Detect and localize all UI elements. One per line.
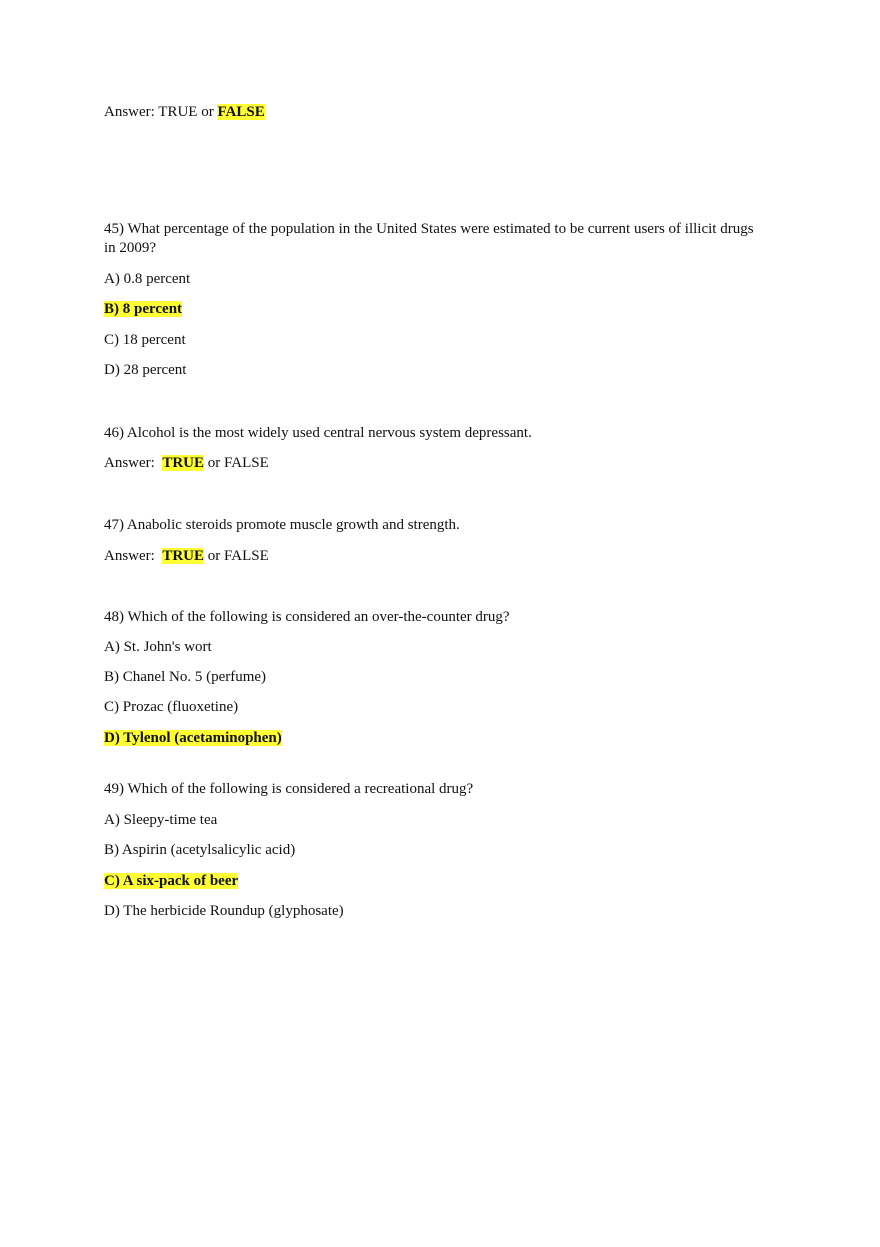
q45-question: 45) What percentage of the population in the United States were estimated to be current users of illicit drugs in 2009? (104, 221, 754, 256)
q46-answer-line (104, 454, 269, 472)
q49-option-c (104, 872, 238, 890)
q46-answer-prefix: Answer: (104, 455, 155, 471)
q45-option-b-highlight: B) 8 percent (104, 301, 183, 317)
q47-question: 47) Anabolic steroids promote muscle growth and strength. (104, 517, 460, 533)
q44-answer-highlight: FALSE (217, 104, 265, 120)
q49-question: 49) Which of the following is considered a recreational drug? (104, 781, 474, 797)
q49-option-a: A) Sleepy-time tea (104, 812, 218, 828)
q49-option-b: B) Aspirin (acetylsalicylic acid) (104, 842, 296, 858)
q44-answer-line (104, 103, 265, 121)
q46-answer-highlight: TRUE (162, 455, 205, 471)
q48-option-d (104, 729, 282, 747)
q47-answer-highlight: TRUE (162, 548, 205, 564)
q46-question: 46) Alcohol is the most widely used central nervous system depressant. (104, 425, 532, 441)
q47-answer-line (104, 547, 269, 565)
q47-answer-prefix: Answer: (104, 548, 155, 564)
q49-option-c-highlight: C) A six-pack of beer (104, 873, 239, 889)
q45-option-a: A) 0.8 percent (104, 271, 191, 287)
q45-option-c: C) 18 percent (104, 332, 186, 348)
q48-question: 48) Which of the following is considered an over-the-counter drug? (104, 609, 510, 625)
q48-option-b: B) Chanel No. 5 (perfume) (104, 669, 267, 685)
q49-option-d: D) The herbicide Roundup (glyphosate) (104, 903, 344, 919)
q45-option-b (104, 300, 182, 318)
q46-answer-suffix: or FALSE (207, 455, 269, 471)
q48-option-a: A) St. John's wort (104, 639, 212, 655)
q47-answer-suffix: or FALSE (207, 548, 269, 564)
q48-option-d-highlight: D) Tylenol (acetaminophen) (104, 730, 282, 746)
q44-answer-prefix: Answer: TRUE or (104, 104, 214, 120)
q48-option-c: C) Prozac (fluoxetine) (104, 699, 239, 715)
q45-option-d: D) 28 percent (104, 362, 187, 378)
